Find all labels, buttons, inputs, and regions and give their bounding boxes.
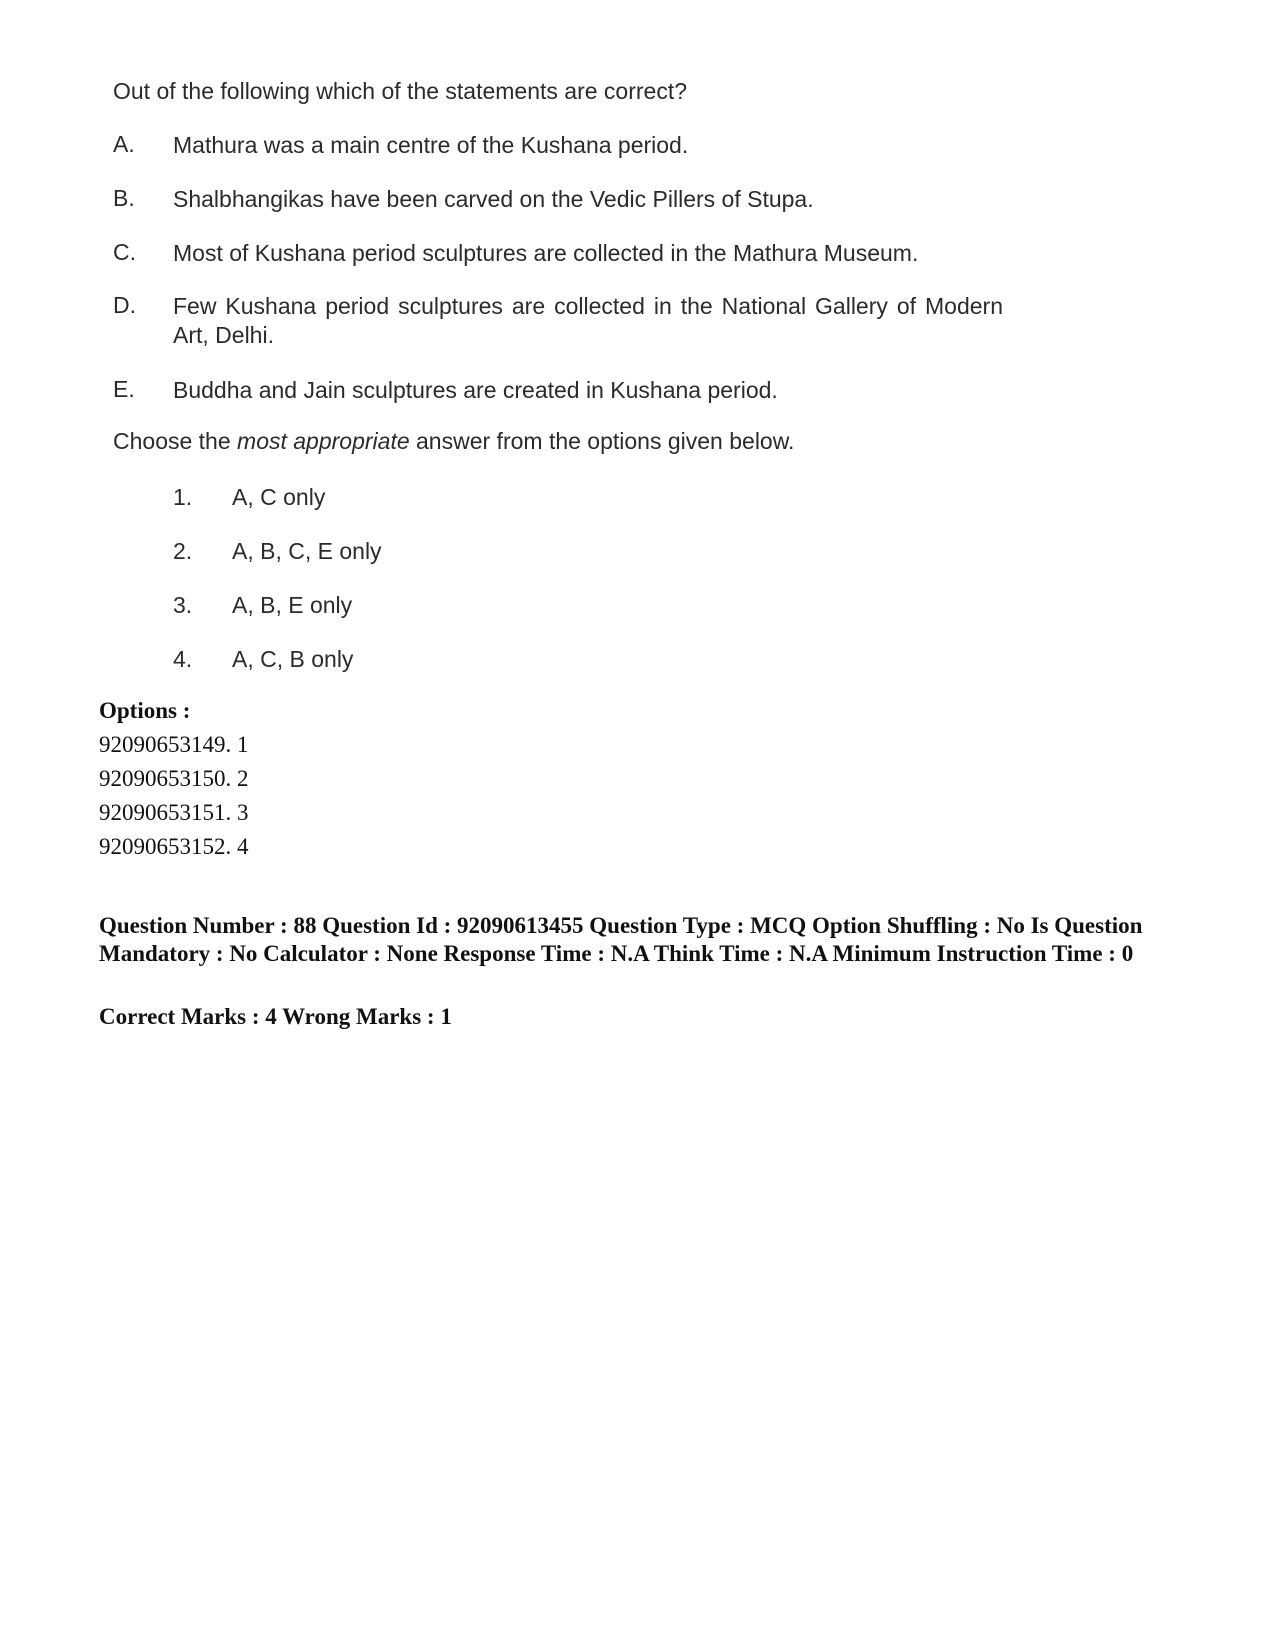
options-heading: Options :: [99, 698, 191, 723]
answer-number-1: 1.: [173, 484, 193, 510]
option-item-1: 92090653149. 1: [99, 732, 249, 757]
statement-text-a: Mathura was a main centre of the Kushana period.: [173, 132, 689, 158]
statement-letter-b: B.: [113, 185, 135, 211]
option-item-4: 92090653152. 4: [99, 834, 249, 859]
statement-text-d: Few Kushana period sculptures are collected in the National Gallery of Modern Art, Delhi.: [173, 293, 1003, 348]
answer-number-4: 4.: [173, 646, 193, 672]
statement-letter-a: A.: [113, 131, 135, 157]
answer-instruction: [113, 428, 794, 455]
statement-text-b: Shalbhangikas have been carved on the Vedic Pillers of Stupa.: [173, 186, 814, 212]
answer-text-4: A, C, B only: [232, 646, 354, 672]
answer-number-2: 2.: [173, 538, 193, 564]
instruction-emphasis: most appropriate: [237, 428, 410, 454]
option-item-3: 92090653151. 3: [99, 800, 249, 825]
instruction-lead: Choose the: [113, 428, 238, 454]
statement-letter-d: D.: [113, 292, 136, 318]
statement-letter-c: C.: [113, 239, 136, 265]
instruction-tail: answer from the options given below.: [409, 428, 795, 454]
question-metadata: Question Number : 88 Question Id : 92090613455 Question Type : MCQ Option Shuffling : No Is Question Mandatory : No Calculator : None Response Time : N.A Think Time : N.A Minimum Instruction Time : 0: [99, 913, 1143, 966]
question-prompt: Out of the following which of the statements are correct?: [113, 78, 688, 104]
question-marks: Correct Marks : 4 Wrong Marks : 1: [99, 1004, 452, 1029]
statement-letter-e: E.: [113, 376, 135, 402]
answer-text-3: A, B, E only: [232, 592, 353, 618]
answer-text-1: A, C only: [232, 484, 326, 510]
statement-text-e: Buddha and Jain sculptures are created in Kushana period.: [173, 377, 778, 403]
answer-number-3: 3.: [173, 592, 193, 618]
option-item-2: 92090653150. 2: [99, 766, 249, 791]
answer-text-2: A, B, C, E only: [232, 538, 382, 564]
statement-text-c: Most of Kushana period sculptures are collected in the Mathura Museum.: [173, 240, 919, 266]
